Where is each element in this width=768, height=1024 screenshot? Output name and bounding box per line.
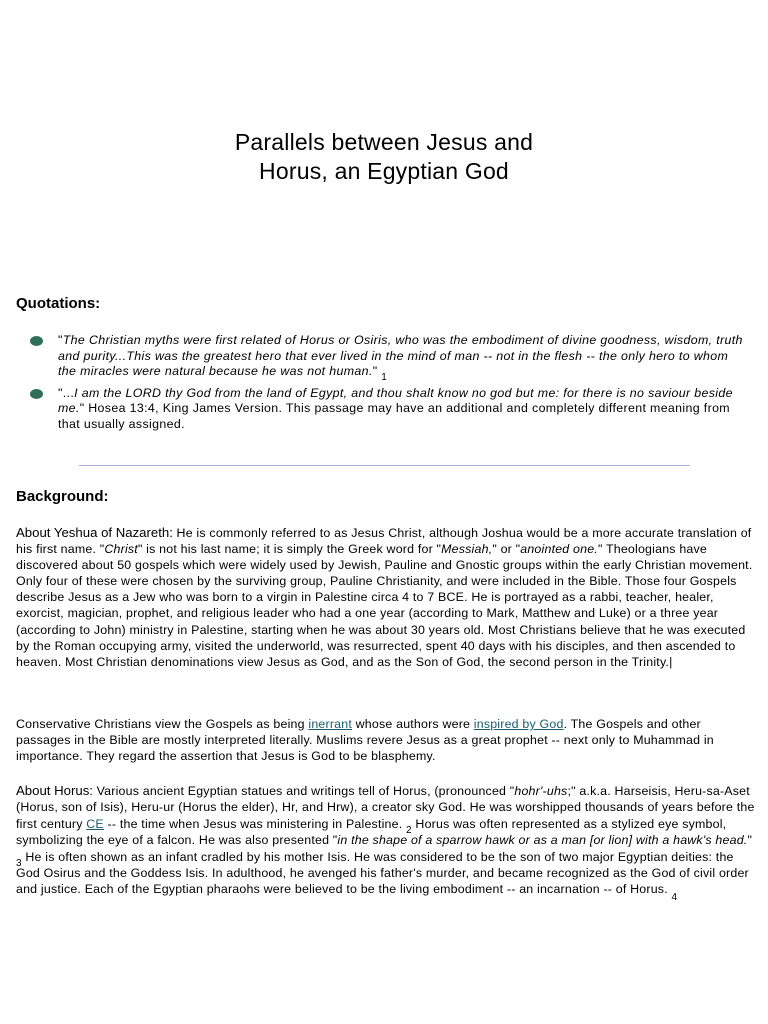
- quotation-item: [30, 333, 750, 384]
- paragraph-text: whose authors were: [352, 717, 474, 731]
- inerrant-link[interactable]: inerrant: [308, 717, 352, 731]
- footnote-ref[interactable]: 3: [16, 857, 22, 869]
- paragraph-text: Horus was often represented as a stylized eye symbol, symbolizing the eye of a falcon. He was also presented ": [16, 816, 727, 848]
- quote-open: ": [58, 333, 63, 347]
- title-line-2: Horus, an Egyptian God: [259, 158, 509, 184]
- footnote-ref[interactable]: 2: [406, 824, 412, 836]
- paragraph-text: " or ": [492, 542, 521, 557]
- paragraph-text: " Theologians have discovered about 50 gospels which were widely used by Jewish, Pauline and Gnostic groups within the early Christian movement. Only four of these were chosen by the surviving group, Pauline Christianity, and were included in the Bible. Those four Gospels describe Jesus as a Jew who was born to a virgin in Palestine circa 4 to 7 BCE. He is portrayed as a rabbi, teacher, healer, exorcist, magician, prophet, and religious leader who had a one year (according to Mark, Matthew and Luke) or a three year (according to John) ministry in Palestine, starting when he was about 30 years old. Most Christians believe that he was executed by the Roman occupying army, visited the underworld, was resurrected, spent 40 days with his disciples, and then ascended to heaven. Most Christian denominations view Jesus as God, and as the Son of God, the second person in the Trinity.|: [16, 542, 753, 669]
- paragraph-text: Various ancient Egyptian statues and writings tell of Horus, (pronounced ": [92, 784, 515, 798]
- paragraph-text: Conservative Christians view the Gospels as being: [16, 717, 309, 731]
- ce-link[interactable]: CE: [86, 816, 104, 831]
- paragraph-text: He is often shown as an infant cradled by his mother Isis. He was considered to be the son of two major Egyptian deities: the God Osirus and the Goddess Isis. In adulthood, he avenged his father's murder, and became recognized as the God of civil order and justice. Each of the Egyptian pharaohs were believed to be the living embodiment -- an incarnation -- of Horus.: [16, 849, 749, 897]
- page-title: [0, 128, 768, 186]
- emphasis-text: anointed one.: [520, 542, 598, 557]
- footnote-ref[interactable]: 1: [381, 372, 388, 384]
- yeshua-paragraph: [16, 525, 756, 670]
- conservative-paragraph: [16, 716, 756, 764]
- footnote-ref[interactable]: 4: [671, 892, 678, 904]
- paragraph-text: " is not his last name; it is simply the Greek word for ": [137, 542, 442, 557]
- bullet-icon: [30, 336, 43, 346]
- quote-open: "...: [58, 385, 75, 400]
- paragraph-text: -- the time when Jesus was ministering in Palestine.: [103, 816, 407, 831]
- emphasis-text: in the shape of a sparrow hawk or as a man [or lion] with a hawk's head.: [337, 833, 748, 848]
- horus-lead: About Horus:: [16, 783, 93, 798]
- quote-text: The Christian myths were first related of Horus or Osiris, who was the embodiment of divine goodness, wisdom, truth and purity...This was the greatest hero that ever lived in the mind of man -- not in the flesh -- the only hero to whom the miracles were natural because he was not human.: [58, 333, 743, 379]
- emphasis-text: Messiah,: [441, 542, 493, 557]
- emphasis-text: Christ: [104, 542, 138, 557]
- paragraph-text: ": [747, 833, 753, 848]
- paragraph-text: He is commonly referred to as Jesus Christ, although Joshua would be a more accurate translation of his first name. ": [16, 526, 752, 557]
- quote-close: ": [372, 364, 382, 379]
- inspired-by-god-link[interactable]: inspired by God: [473, 717, 564, 731]
- horizontal-rule: [79, 465, 690, 466]
- paragraph-text: ;" a.k.a. Harseisis, Heru-sa-Aset (Horus, son of Isis), Heru-ur (Horus the elder), Hr, and Hrw), a creator sky God. He was worshipped thousands of years before the first century: [16, 784, 755, 831]
- quotation-item: [30, 386, 750, 433]
- paragraph-text: . The Gospels and other passages in the Bible are mostly interpreted literally. Muslims revere Jesus as a great prophet -- next only to Muhammad in importance. They regard the assertion that Jesus is God to be blasphemy.: [16, 717, 714, 764]
- bullet-icon: [30, 389, 43, 399]
- yeshua-lead: About Yeshua of Nazareth:: [16, 525, 173, 540]
- quotations-heading: Quotations:: [16, 295, 101, 312]
- horus-paragraph: [16, 783, 756, 904]
- background-heading: Background:: [16, 488, 109, 505]
- quotations-list: [30, 333, 750, 433]
- quote-close: " Hosea 13:4, King James Version. This passage may have an additional and completely different meaning from that usually assigned.: [58, 401, 730, 431]
- title-line-1: Parallels between Jesus and: [234, 129, 534, 155]
- quote-text: I am the LORD thy God from the land of Egypt, and thou shalt know no god but me: for there is no saviour beside me.: [58, 385, 733, 416]
- emphasis-text: hohr'-uhs: [514, 784, 568, 798]
